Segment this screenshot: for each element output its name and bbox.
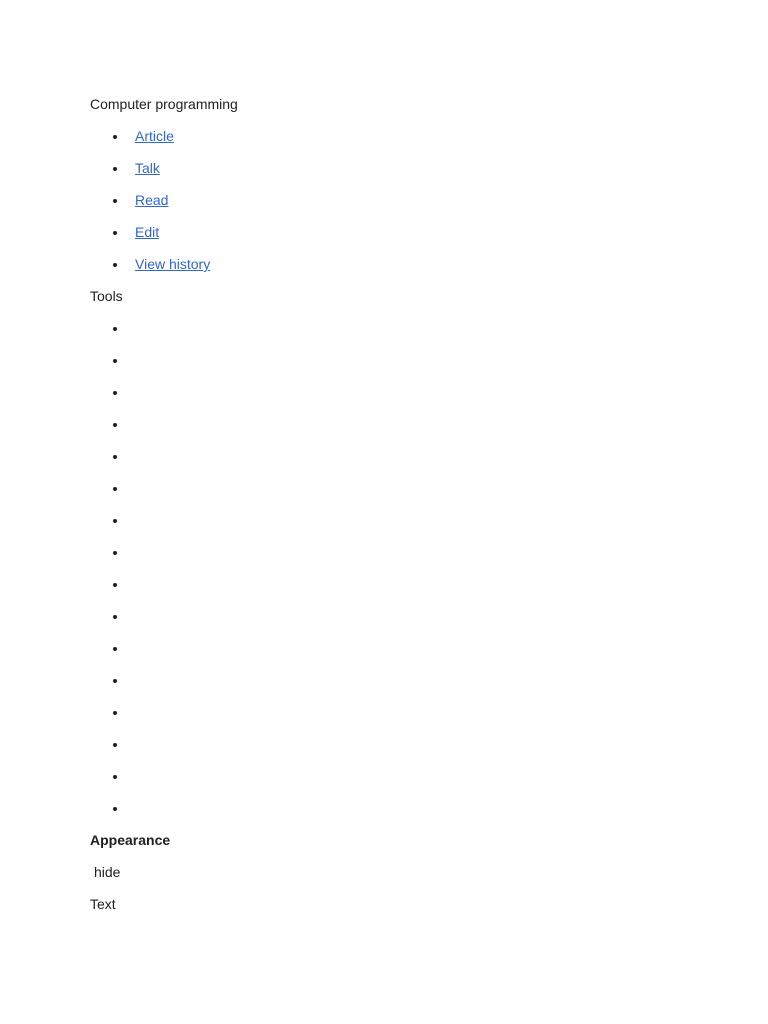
- tools-item: [90, 312, 690, 344]
- hide-button[interactable]: hide: [94, 864, 121, 880]
- text-row: [90, 888, 690, 920]
- tools-item: [90, 792, 690, 824]
- bullet-icon: [113, 199, 117, 203]
- hide-row: [90, 856, 690, 888]
- tools-item: [90, 440, 690, 472]
- bullet-icon: [113, 231, 117, 235]
- tools-label-row: [90, 280, 690, 312]
- text-label: Text: [90, 896, 116, 912]
- views-item-edit: [90, 216, 690, 248]
- bullet-icon: [113, 551, 117, 555]
- bullet-icon: [113, 423, 117, 427]
- views-list: [90, 120, 690, 280]
- views-item-read: [90, 184, 690, 216]
- tools-item: [90, 632, 690, 664]
- tools-item: [90, 408, 690, 440]
- tools-label: Tools: [90, 288, 123, 304]
- tools-item: [90, 344, 690, 376]
- tools-item: [90, 536, 690, 568]
- bullet-icon: [113, 487, 117, 491]
- tools-item: [90, 504, 690, 536]
- bullet-icon: [113, 743, 117, 747]
- views-item-view-history: [90, 248, 690, 280]
- article-link[interactable]: Article: [135, 128, 174, 144]
- edit-link[interactable]: Edit: [135, 224, 160, 240]
- views-item-article: [90, 120, 690, 152]
- bullet-icon: [113, 679, 117, 683]
- bullet-icon: [113, 775, 117, 779]
- bullet-icon: [113, 359, 117, 363]
- views-item-talk: [90, 152, 690, 184]
- bullet-icon: [113, 263, 117, 267]
- tools-item: [90, 760, 690, 792]
- read-link[interactable]: Read: [135, 192, 169, 208]
- bullet-icon: [113, 167, 117, 171]
- tools-item: [90, 696, 690, 728]
- tools-item: [90, 728, 690, 760]
- page-title-row: [90, 88, 690, 120]
- bullet-icon: [113, 327, 117, 331]
- tools-item: [90, 568, 690, 600]
- appearance-heading: Appearance: [90, 832, 171, 848]
- bullet-icon: [113, 583, 117, 587]
- tools-list: [90, 312, 690, 824]
- tools-item: [90, 664, 690, 696]
- bullet-icon: [113, 455, 117, 459]
- view-history-link[interactable]: View history: [135, 256, 211, 272]
- bullet-icon: [113, 615, 117, 619]
- bullet-icon: [113, 647, 117, 651]
- page-content: [90, 88, 690, 920]
- bullet-icon: [113, 807, 117, 811]
- tools-item: [90, 600, 690, 632]
- tools-item: [90, 472, 690, 504]
- appearance-heading-row: [90, 824, 690, 856]
- bullet-icon: [113, 519, 117, 523]
- tools-item: [90, 376, 690, 408]
- page-title: Computer programming: [90, 96, 238, 112]
- bullet-icon: [113, 391, 117, 395]
- bullet-icon: [113, 135, 117, 139]
- talk-link[interactable]: Talk: [135, 160, 160, 176]
- bullet-icon: [113, 711, 117, 715]
